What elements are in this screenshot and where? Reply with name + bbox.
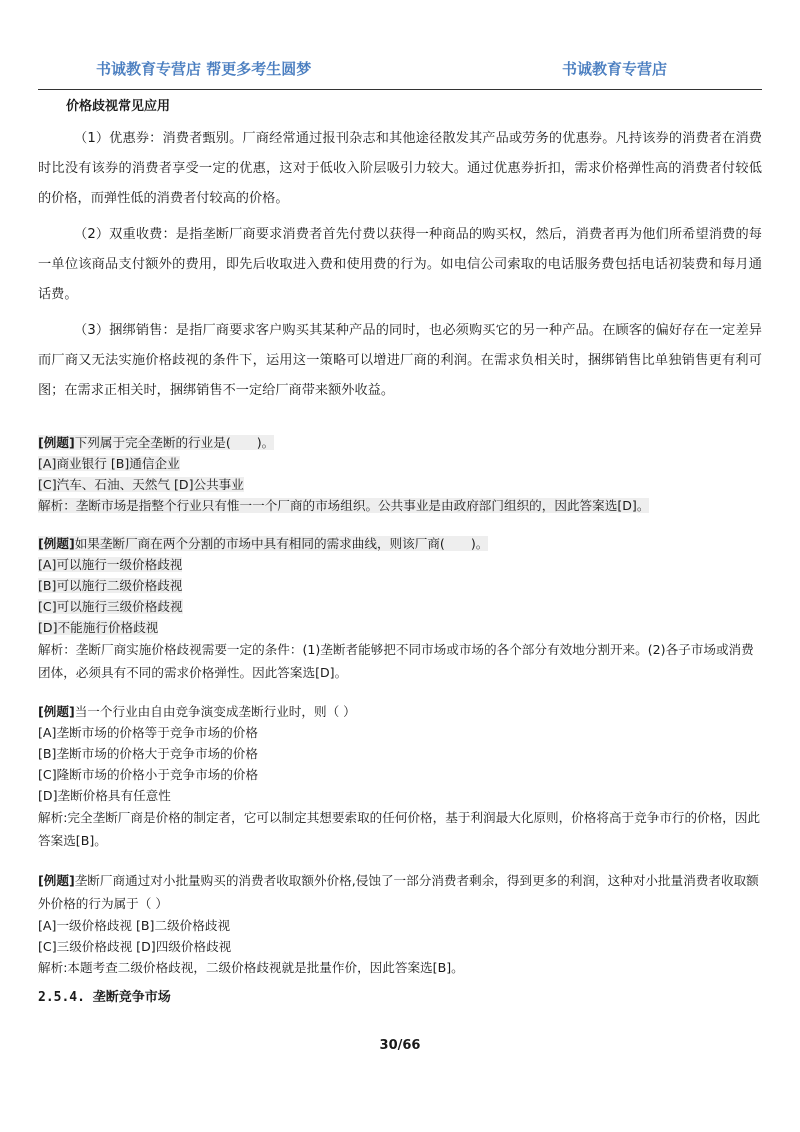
example-option: [A]商业银行 [B]通信企业 (38, 456, 180, 471)
example-4 (38, 869, 762, 978)
total-pages: 66 (402, 1038, 421, 1053)
example-option: [D]不能施行价格歧视 (38, 620, 159, 635)
example-option: [C]可以施行三级价格歧视 (38, 599, 183, 614)
paragraph-bundling: （3）捆绑销售：是指厂商要求客户购买其某种产品的同时，也必须购买它的另一种产品。在顾客的偏好存在一定差异而厂商又无法实施价格歧视的条件下，运用这一策略可以增进厂商的利润。在需求负相关时，捆绑销售比单独销售更有利可图；在需求正相关时，捆绑销售不一定给厂商带来额外收益。 (38, 323, 762, 398)
example-option: [B]可以施行二级价格歧视 (38, 578, 183, 593)
example-option: [A]一级价格歧视 [B]二级价格歧视 (38, 918, 231, 933)
header-divider (38, 89, 762, 90)
page-header (38, 52, 762, 90)
example-option: [D]垄断价格具有任意性 (38, 788, 171, 803)
example-option: [B]垄断市场的价格大于竞争市场的价格 (38, 746, 258, 761)
paragraph-two-part-tariff: （2）双重收费：是指垄断厂商要求消费者首先付费以获得一种商品的购买权，然后，消费者再为他们所希望消费的每一单位该商品支付额外的费用，即先后收取进入费和使用费的行为。如电信公司索取的电话服务费包括电话初装费和每月通话费。 (38, 227, 762, 302)
header-left-text: 书诚教育专营店 帮更多考生圆梦 (96, 60, 312, 78)
example-question: [例题]如果垄断厂商在两个分割的市场中具有相同的需求曲线，则该厂商( )。 (38, 536, 489, 551)
example-analysis: 解析:完全垄断厂商是价格的制定者，它可以制定其想要索取的任何价格，基于利润最大化原则，价格将高于竞争市行的价格，因此答案选[B]。 (38, 810, 761, 848)
example-analysis: 解析：垄断厂商实施价格歧视需要一定的条件：(1)垄断者能够把不同市场或市场的各个部分有效地分割开来。(2)各子市场或消费团体，必须具有不同的需求价格弹性。因此答案选[D]。 (38, 642, 754, 680)
current-page: 30 (379, 1038, 398, 1053)
paragraph-coupon: （1）优惠券：消费者甄别。厂商经常通过报刊杂志和其他途径散发其产品或劳务的优惠券。凡持该券的消费者在消费时比没有该券的消费者享受一定的优惠，这对于低收入阶层吸引力较大。通过优惠券折扣，需求价格弹性高的消费者付较低的价格，而弹性低的消费者付较高的价格。 (38, 131, 762, 206)
example-analysis: 解析：垄断市场是指整个行业只有惟一一个厂商的市场组织。公共事业是由政府部门组织的，因此答案选[D]。 (38, 498, 650, 513)
page-content (38, 96, 762, 1005)
example-option: [C]隆断市场的价格小于竞争市场的价格 (38, 767, 259, 782)
example-option: [A]可以施行一级价格歧视 (38, 557, 183, 572)
section-title: 价格歧视常见应用 (66, 99, 171, 114)
example-question: [例题]当一个行业由自由竞争演变成垄断行业时，则（ ） (38, 704, 356, 719)
example-1 (38, 432, 762, 516)
example-option: [C]三级价格歧视 [D]四级价格歧视 (38, 939, 232, 954)
example-2 (38, 533, 762, 684)
example-3 (38, 701, 762, 852)
header-right-text: 书诚教育专营店 (561, 60, 667, 78)
example-analysis: 解析:本题考查二级价格歧视，二级价格歧视就是批量作价，因此答案选[B]。 (38, 960, 464, 975)
page-number: 30/66 (379, 1038, 421, 1053)
example-question: [例题]垄断厂商通过对小批量购买的消费者收取额外价格,侵蚀了一部分消费者剩余，得到更多的利润，这种对小批量消费者收取额外价格的行为属于（ ） (38, 873, 759, 911)
example-option: [C]汽车、石油、天然气 [D]公共事业 (38, 477, 244, 492)
example-question: [例题]下列属于完全垄断的行业是( )。 (38, 435, 275, 450)
subsection-heading: 2.5.4. 垄断竞争市场 (38, 990, 171, 1005)
example-option: [A]垄断市场的价格等于竞争市场的价格 (38, 725, 258, 740)
